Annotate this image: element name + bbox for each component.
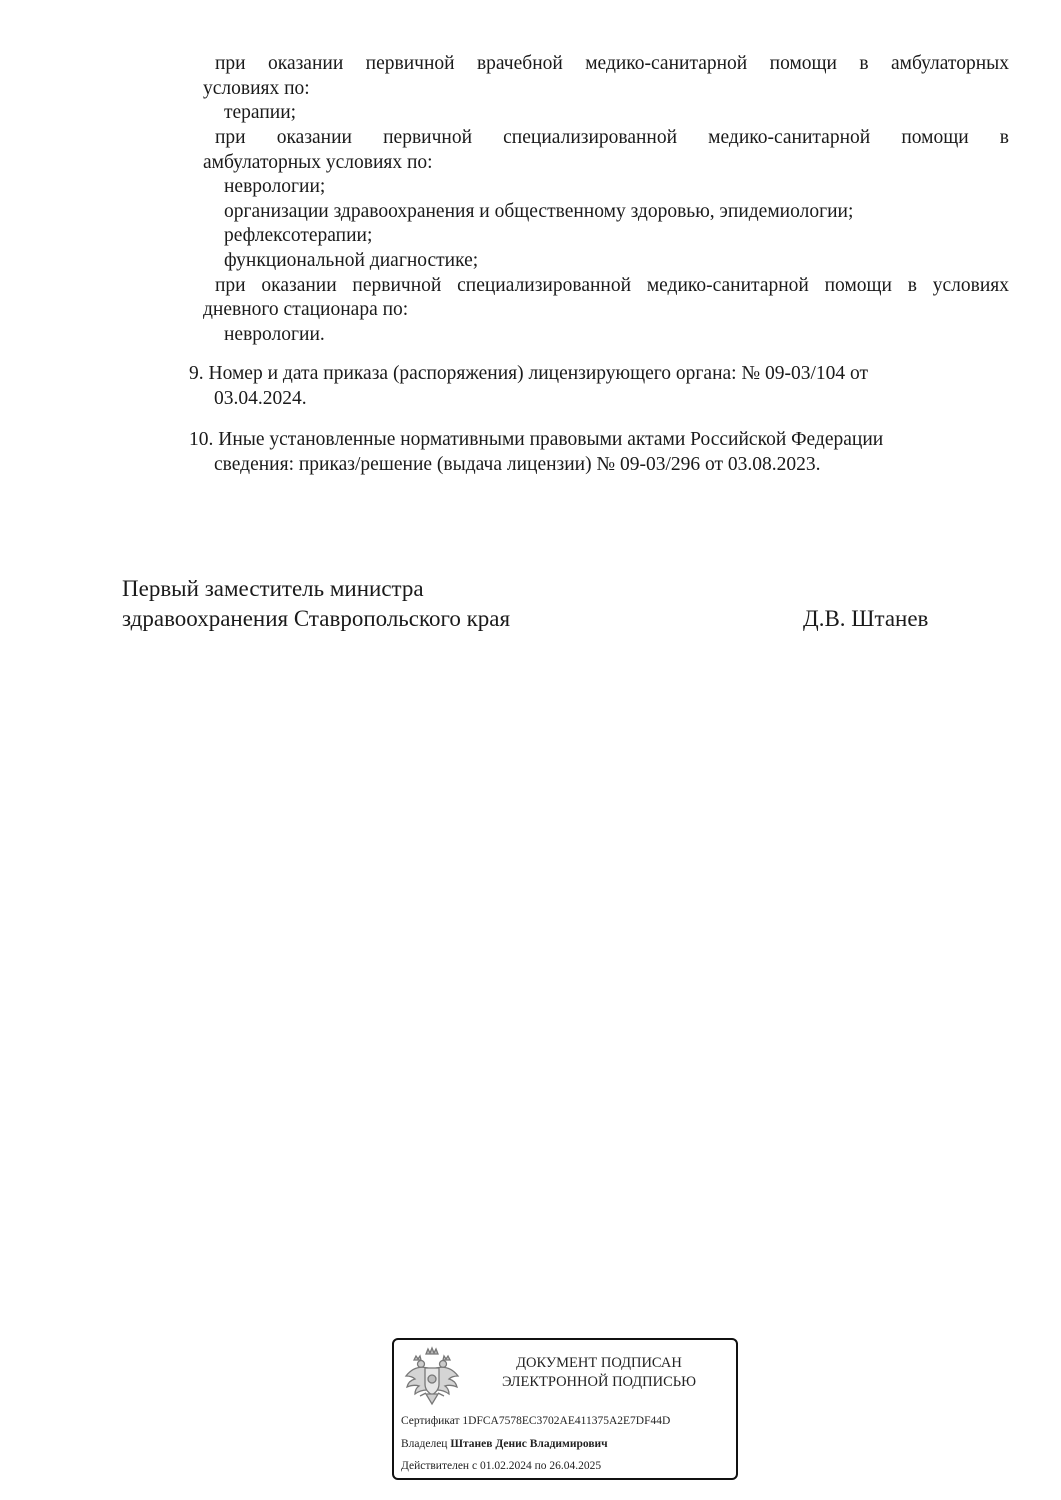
stamp-title-line1: ДОКУМЕНТ ПОДПИСАН: [516, 1355, 682, 1371]
signer-name: Д.В. Штанев: [803, 606, 929, 631]
list-item-neurology-final: неврологии.: [224, 324, 325, 345]
list-day-hospital-header: [203, 274, 1009, 299]
list-primary-care-header: [203, 52, 1009, 77]
day-hospital-header-line1: при оказании первичной специализированной медико-санитарной помощи в условиях: [215, 275, 1009, 296]
item-10-line1: 10. Иные установленные нормативными правовыми актами Российской Федерации: [189, 429, 884, 450]
item-9-line2: 03.04.2024.: [214, 388, 307, 409]
signer-position-line2: здравоохранения Ставропольского края: [122, 606, 511, 631]
certificate-value: 1DFCA7578EC3702AE411375A2E7DF44D: [462, 1415, 671, 1427]
russian-coat-of-arms-icon: [402, 1346, 462, 1408]
owner-label: Владелец: [401, 1438, 448, 1450]
owner-value: Штанев Денис Владимирович: [450, 1438, 608, 1450]
list-item-reflexotherapy: рефлексотерапии;: [224, 225, 373, 246]
list-item-therapy: терапии;: [224, 102, 297, 123]
list-specialized-header: [203, 126, 1009, 151]
certificate-label: Сертификат: [401, 1415, 460, 1427]
primary-care-header-line2: условиях по:: [203, 78, 310, 99]
item-9-line1: 9. Номер и дата приказа (распоряжения) лицензирующего органа: № 09-03/104 от: [189, 363, 868, 384]
specialized-header-line2: амбулаторных условиях по:: [203, 152, 433, 173]
stamp-validity: Действителен с 01.02.2024 по 26.04.2025: [401, 1460, 602, 1472]
stamp-owner: [401, 1437, 608, 1451]
stamp-title-line2: ЭЛЕКТРОННОЙ ПОДПИСЬЮ: [501, 1374, 697, 1390]
specialized-header-line1: при оказании первичной специализированной медико-санитарной помощи в: [215, 127, 1009, 148]
stamp-certificate: [401, 1414, 670, 1428]
list-item-functional-diagnostics: функциональной диагностике;: [224, 250, 479, 271]
signer-position-line1: Первый заместитель министра: [122, 576, 424, 601]
primary-care-header-line1: при оказании первичной врачебной медико-санитарной помощи в амбулаторных: [215, 53, 1009, 74]
item-10-line2: сведения: приказ/решение (выдача лицензии) № 09-03/296 от 03.08.2023.: [214, 454, 821, 475]
electronic-signature-stamp: [392, 1338, 738, 1480]
list-item-neurology: неврологии;: [224, 176, 326, 197]
list-item-public-health: организации здравоохранения и общественному здоровью, эпидемиологии;: [224, 201, 854, 222]
day-hospital-header-line2: дневного стационара по:: [203, 299, 409, 320]
